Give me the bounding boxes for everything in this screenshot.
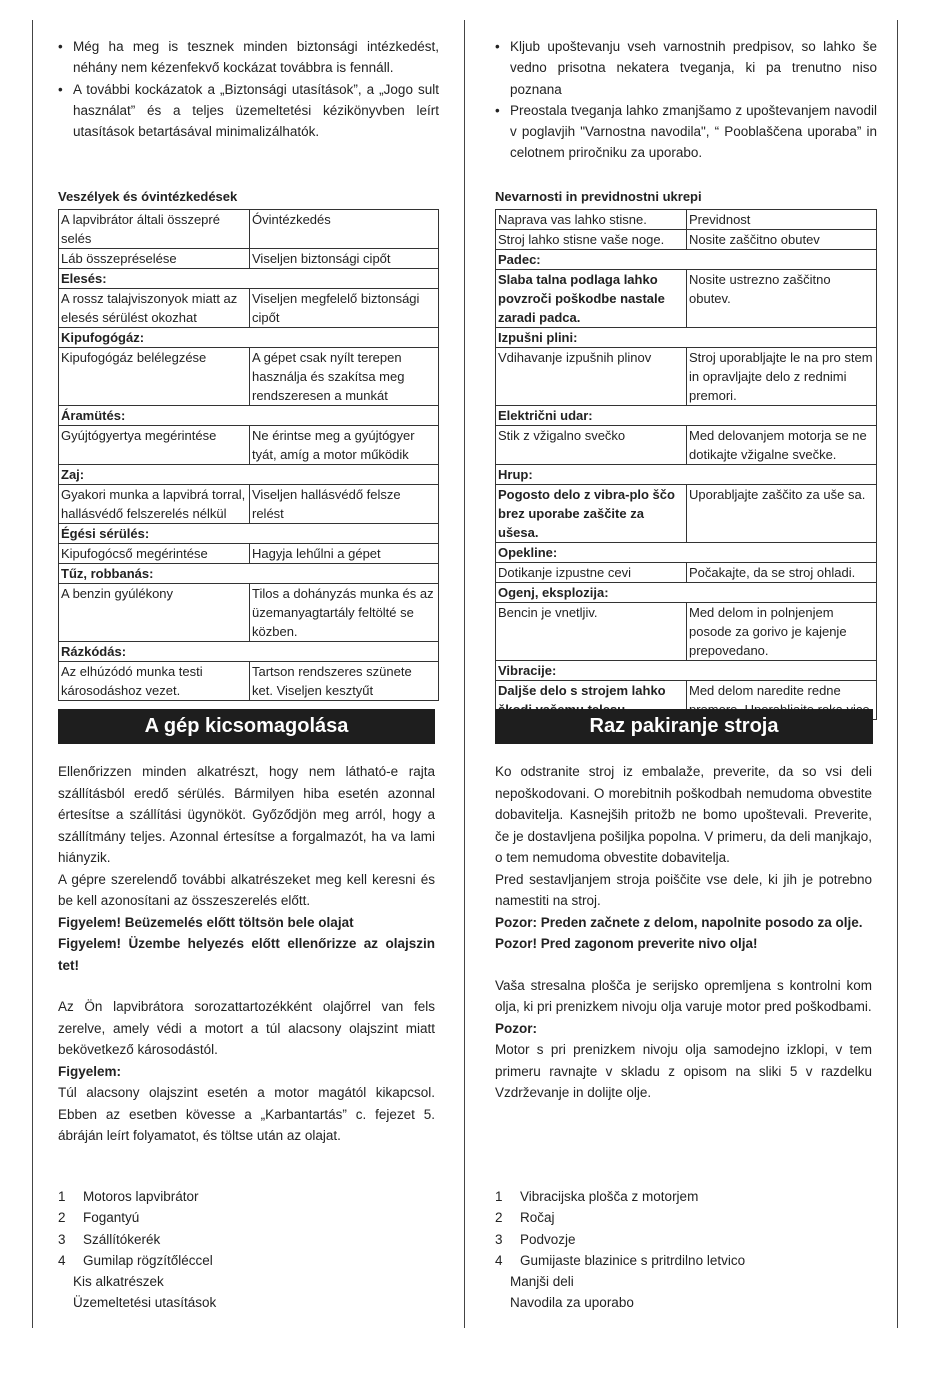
body-paragraph: Figyelem! Üzembe helyezés előtt ellenőrizze az olajszin tet! — [58, 936, 435, 973]
table-section-row — [59, 465, 439, 485]
table-section-row — [496, 661, 877, 681]
body-paragraph: Ellenőrizzen minden alkatrészt, hogy nem látható-e rajta szállításból eredő sérülés. Bármilyen hiba esetén azonnal értesítse a szállítási ügynököt. Győződjön meg arról, hogy a szállítmány teljes. Azonnal értesítse a forgalmazót, ha va lami hiányzik. — [58, 764, 435, 865]
hazard-cell: Kipufogócső megérintése — [59, 544, 250, 564]
table-section-row — [496, 250, 877, 270]
hazard-cell: Bencin je vnetljiv. — [496, 603, 687, 661]
center-divider — [464, 20, 465, 1328]
table-row — [496, 348, 877, 406]
sl-bullet-1: • Kljub upoštevanju vseh varnostnih predpisov, so lahko še vedno prisotna nekatera tveganja, ki pa trenutno niso poznana — [495, 36, 877, 100]
sl-parts-list — [495, 1186, 745, 1314]
item-number: 4 — [495, 1252, 503, 1268]
table-row — [59, 485, 439, 524]
table-row — [59, 426, 439, 465]
item-label: Gumijaste blazinice s pritrdilno letvico — [520, 1252, 746, 1268]
left-margin-rule — [32, 20, 33, 1328]
precaution-cell: Viseljen megfelelő biztonsági cipőt — [250, 289, 439, 328]
body-paragraph: A gépre szerelendő további alkatrészeket meg kell keresni és be kell azonosítani az összeszerelés előtt. — [58, 871, 435, 908]
sl-bullet-list — [495, 36, 877, 164]
table-row — [59, 289, 439, 328]
precaution-cell: Med delom in polnjenjem posode za gorivo je kajenje prepovedano. — [687, 603, 877, 661]
table-row — [59, 544, 439, 564]
precaution-cell: Med delovanjem motorja se ne dotikajte vžigalne svečke. — [687, 426, 877, 465]
hu-parts-list — [58, 1186, 216, 1314]
body-paragraph: Motor s pri prenizkem nivoju olja samodejno izklopi, v tem primeru ravnajte v skladu z opisom na sliki 5 v razdelku Vzdrževanje in dolijte olje. — [495, 1042, 872, 1100]
table-section-row — [496, 583, 877, 603]
precaution-cell: Previdnost — [687, 210, 877, 230]
parts-list-item — [58, 1229, 216, 1250]
hu-bullet-1: • Még ha meg is tesznek minden biztonsági intézkedést, néhány nem kézenfekvő kockázat továbbra is fennáll. — [58, 36, 439, 79]
item-number: 2 — [495, 1210, 503, 1226]
hazard-cell: Láb összepréselése — [59, 249, 250, 269]
table-row — [59, 584, 439, 642]
table-section-row — [496, 543, 877, 563]
body-paragraph: Pozor: Preden začnete z delom, napolnite posodo za olje. — [495, 914, 863, 930]
section-heading-cell: Vibracije: — [496, 661, 877, 681]
table-row — [496, 230, 877, 250]
precaution-cell: Óvintézkedés — [250, 210, 439, 249]
section-heading-cell: Áramütés: — [59, 406, 439, 426]
table-row — [496, 563, 877, 583]
table-row — [59, 249, 439, 269]
item-number: 4 — [58, 1252, 66, 1268]
section-heading-cell: Hrup: — [496, 465, 877, 485]
item-label: Motoros lapvibrátor — [83, 1189, 199, 1204]
hazard-cell: A lapvibrátor általi összepré selés — [59, 210, 250, 249]
item-number: 3 — [495, 1231, 503, 1247]
hazard-cell: Naprava vas lahko stisne. — [496, 210, 687, 230]
hazard-cell: Daljše delo s strojem lahko — [496, 681, 687, 720]
table-section-row — [59, 642, 439, 662]
table-row — [496, 603, 877, 661]
precaution-cell: Ne érintse meg a gyújtógyer tyát, amíg a motor működik — [250, 426, 439, 465]
body-paragraph: Pozor: — [495, 1020, 537, 1036]
hu-table-title: Veszélyek és óvintézkedések — [58, 189, 238, 204]
hazard-cell: Slaba talna podlaga lahko povzroči poškodbe nastale zaradi padca. — [496, 270, 687, 328]
hu-body-text — [58, 761, 435, 1147]
section-heading-cell: Padec: — [496, 250, 877, 270]
body-paragraph: Az Ön lapvibrátora sorozattartozékként olajőrrel van fels zerelve, amely védi a motort a túl alacsony olajszint miatt bekövetkező károsodástól. — [58, 999, 435, 1057]
parts-list-extra: Manjši deli — [510, 1274, 574, 1290]
precaution-cell: Med delom naredite redne — [687, 681, 877, 720]
hungarian-column — [58, 36, 439, 1311]
parts-list-extra: Kis alkatrészek — [73, 1274, 164, 1290]
precaution-cell: Viseljen hallásvédő felsze relést — [250, 485, 439, 524]
precaution-cell: Nosite ustrezno zaščitno obutev. — [687, 270, 877, 328]
item-number: 1 — [58, 1189, 66, 1204]
precaution-cell: Uporabljajte zaščito za uše sa. — [687, 485, 877, 543]
table-section-row — [59, 406, 439, 426]
section-heading-cell: Električni udar: — [496, 406, 877, 426]
parts-list-item — [495, 1229, 745, 1250]
parts-list-item — [495, 1186, 745, 1207]
table-row — [496, 210, 877, 230]
precaution-cell: Tartson rendszeres szünete ket. Viseljen kesztyűt — [250, 662, 439, 701]
item-label: Gumilap rögzítőléccel — [83, 1252, 213, 1268]
hazard-cell: Vdihavanje izpušnih plinov — [496, 348, 687, 406]
item-label: Vibracijska plošča z motorjem — [520, 1189, 699, 1204]
table-section-row — [59, 269, 439, 289]
item-label: Podvozje — [520, 1231, 576, 1247]
table-section-row — [496, 328, 877, 348]
table-section-row — [59, 564, 439, 584]
body-paragraph: Pozor! Pred zagonom preverite nivo olja! — [495, 936, 758, 951]
paragraph-gap — [495, 955, 872, 975]
item-number: 1 — [495, 1189, 503, 1204]
section-heading-cell: Ogenj, eksplozija: — [496, 583, 877, 603]
hazard-cell: Stroj lahko stisne vaše noge. — [496, 230, 687, 250]
hazard-cell: A rossz talajviszonyok miatt az elesés sérülést okozhat — [59, 289, 250, 328]
sl-bullet-2: • Preostala tveganja lahko zmanjšamo z upoštevanjem navodil v poglavjih "Varnostna navodila", “ Pooblaščena uporaba” in celotnem priročniku za uporabo. — [495, 100, 877, 164]
precaution-cell: A gépet csak nyílt terepen használja és szakítsa meg rendszeresen a munkát — [250, 348, 439, 406]
right-margin-rule — [897, 20, 898, 1328]
precaution-cell: Hagyja lehűlni a gépet — [250, 544, 439, 564]
hu-section-banner: A gép kicsomagolása — [58, 709, 435, 744]
precaution-cell: Stroj uporabljajte le na pro stem in opravljajte delo z rednimi premori. — [687, 348, 877, 406]
hu-bullet-list — [58, 36, 439, 142]
section-heading-cell: Tűz, robbanás: — [59, 564, 439, 584]
parts-list-item — [58, 1250, 216, 1271]
hazard-cell: Gyújtógyertya megérintése — [59, 426, 250, 465]
table-section-row — [496, 406, 877, 426]
hazard-cell: Dotikanje izpustne cevi — [496, 563, 687, 583]
sl-section-banner: Raz pakiranje stroja — [495, 709, 873, 744]
body-paragraph: Pred sestavljanjem stroja poiščite vse dele, ki jih je potrebno namestiti na stroj. — [495, 871, 872, 908]
parts-list-item — [495, 1207, 745, 1228]
table-row — [59, 348, 439, 406]
hu-bullet-2: • A további kockázatok a „Biztonsági utasítások”, a „Jogo sult használat” és a teljes üzemeltetési kézikönyvben leírt utasítások betartásával minimalizálhatók. — [58, 79, 439, 143]
section-heading-cell: Opekline: — [496, 543, 877, 563]
hazard-cell: Stik z vžigalno svečko — [496, 426, 687, 465]
sl-hazards-table — [495, 209, 877, 720]
section-heading-cell: Izpušni plini: — [496, 328, 877, 348]
item-number: 3 — [58, 1231, 66, 1247]
precaution-cell: Tilos a dohányzás munka és az üzemanyagtartály feltölté se közben. — [250, 584, 439, 642]
slovenian-column — [495, 36, 877, 1311]
body-paragraph: Túl alacsony olajszint esetén a motor magától kikapcsol. Ebben az esetben kövesse a „Karbantartás” c. fejezet 5. ábráján leírt folyamatot, és töltse után az olajat. — [58, 1085, 435, 1143]
parts-list-item — [58, 1186, 216, 1207]
item-label: Fogantyú — [83, 1210, 140, 1226]
table-row — [59, 662, 439, 701]
body-paragraph: Figyelem: — [58, 1063, 122, 1079]
body-paragraph: Ko odstranite stroj iz embalaže, preverite, da so vsi deli nepoškodovani. O morebitnih poškodbah nemudoma obvestite dobavitelja. Kasnejših pritožb ne bomo upoštevali. Preverite, če je dostavljena pošiljka popolna. V primeru, da deli manjkajo, o tem nemudoma obvestite dobavitelja. — [495, 764, 872, 865]
table-section-row — [496, 465, 877, 485]
hazard-cell: Pogosto delo z vibra-plo ščo brez uporabe zaščite za ušesa. — [496, 485, 687, 543]
table-section-row — [59, 328, 439, 348]
item-label: Szállítókerék — [83, 1231, 161, 1247]
parts-list-extra: Navodila za uporabo — [510, 1295, 634, 1311]
precaution-cell: Počakajte, da se stroj ohladi. — [687, 563, 877, 583]
hazard-cell: A benzin gyúlékony — [59, 584, 250, 642]
table-row — [496, 426, 877, 465]
precaution-cell: Viseljen biztonsági cipőt — [250, 249, 439, 269]
table-row — [496, 485, 877, 543]
body-paragraph: Figyelem! Beüzemelés előtt töltsön bele olajat — [58, 914, 354, 930]
table-row — [496, 270, 877, 328]
parts-list-extra: Üzemeltetési utasítások — [73, 1295, 217, 1311]
precaution-cell: Nosite zaščitno obutev — [687, 230, 877, 250]
paragraph-gap — [58, 976, 435, 996]
section-heading-cell: Rázkódás: — [59, 642, 439, 662]
section-heading-cell: Kipufogógáz: — [59, 328, 439, 348]
hazard-cell: Az elhúzódó munka testi károsodáshoz vezet. — [59, 662, 250, 701]
table-section-row — [59, 524, 439, 544]
body-paragraph: Vaša stresalna plošča je serijsko opremljena s kontrolni kom olja, ki pri prenizkem nivoju olja varuje motor pred poškodbami. — [495, 977, 872, 1014]
item-number: 2 — [58, 1210, 66, 1226]
item-label: Ročaj — [520, 1210, 555, 1226]
parts-list-item — [58, 1207, 216, 1228]
parts-list-item — [495, 1250, 745, 1271]
sl-body-text — [495, 761, 872, 1104]
section-heading-cell: Zaj: — [59, 465, 439, 485]
hazard-cell: Gyakori munka a lapvibrá torral, hallásvédő felszerelés nélkül — [59, 485, 250, 524]
table-row — [59, 210, 439, 249]
hu-hazards-table — [58, 209, 439, 701]
sl-table-title: Nevarnosti in previdnostni ukrepi — [495, 189, 702, 204]
section-heading-cell: Elesés: — [59, 269, 439, 289]
section-heading-cell: Égési sérülés: — [59, 524, 439, 544]
hazard-cell: Kipufogógáz belélegzése — [59, 348, 250, 406]
